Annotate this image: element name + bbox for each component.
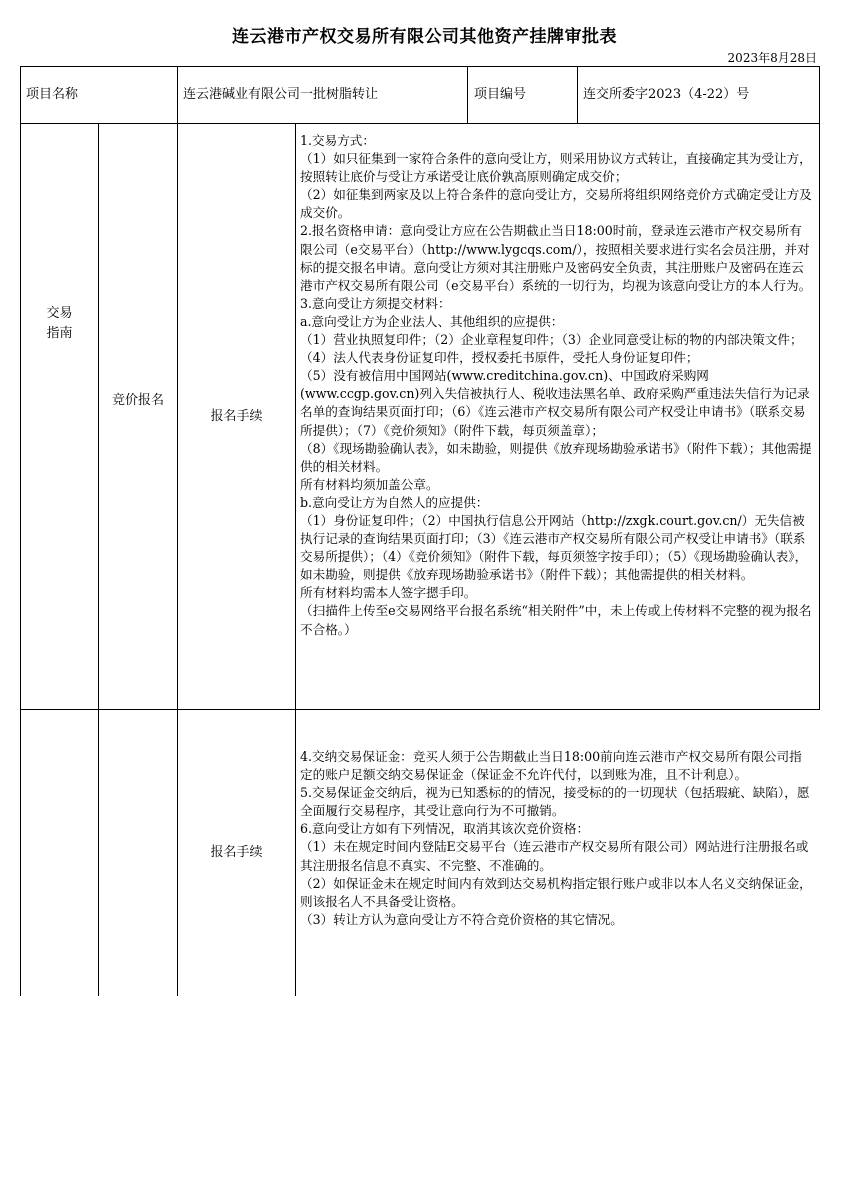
rule-line: 1.交易方式： [300,133,375,148]
approval-form-table [20,66,820,996]
rule-line: 所有材料均须加盖公章。 [300,476,439,492]
rule-line: （3）转让方认为意向受让方不符合竞价资格的其它情况。 [300,911,623,927]
rule-line: （2）如保证金未在规定时间内有效到达交易机构指定银行账户或非以本人名义交纳保证金，则该报名人不具备受让资格。 [300,875,812,909]
category-trading-guide: 交易 指南 [46,306,73,341]
rule-line: a.意向受让方为企业法人、其他组织的应提供： [300,313,564,329]
project-number-value: 连交所委字2023（4-22）号 [583,86,750,102]
rule-line: 5.交易保证金交纳后，视为已知悉标的的情况，接受标的的一切现状（包括瑕疵、缺陷），愿全面履行交易程序，其受让意向行为不可撤销。 [300,785,810,819]
item-registration-procedure-1: 报名手续 [210,409,263,424]
trading-rules-block-2 [300,748,814,929]
rule-line: （1）身份证复印件；（2）中国执行信息公开网站（http://zxgk.court.gov.cn/）无失信被执行记录的查询结果页面打印；（3）《连云港市产权交易所有限公司产权受让申请书》（联系交易所提供）；（4）《竞价须知》（附件下载，每页须签字按手印）；（5）《现场勘验确认表》，如未勘验，则提供《放弃现场勘验承诺书》（附件下载）；其他需提供的相关材料。 [300,512,808,583]
project-number-label: 项目编号 [474,86,527,102]
rule-line: 2.报名资格申请：意向受让方应在公告期截止当日18:00时前，登录连云港市产权交易所有限公司（e交易平台）（http://www.lygcqs.com/），按照相关要求进行实名会员注册，并对标的提交报名申请。意向受让方须对其注册账户及密码安全负责，其注册账户及密码在连云港市产权交易所有限公司（e交易平台）系统的一切行为，均视为该意向受让方的本人行为。 [300,223,812,293]
rule-line: （1）未在规定时间内登陆E交易平台（连云港市产权交易所有限公司）网站进行注册报名或其注册报名信息不真实、不完整、不准确的。 [300,839,809,873]
table-border-right [819,66,820,709]
rule-line: 3.意向受让方须提交材料： [300,295,451,311]
rule-line: 所有材料均需本人签字摁手印。 [300,585,477,601]
project-name-value: 连云港碱业有限公司一批树脂转让 [183,86,379,102]
table-divider-number-label [467,66,468,123]
table-divider-label [177,66,178,123]
item-registration-procedure-2: 报名手续 [210,845,263,860]
table-divider-content [295,123,296,996]
rule-line: （1）营业执照复印件；（2）企业章程复印件；（3）企业同意受让标的物的内部决策文件；（4）法人代表身份证复印件，授权委托书原件，受托人身份证复印件； [300,332,803,366]
table-divider-number-value [577,66,578,123]
rule-line: （2）如征集到两家及以上符合条件的意向受让方，交易所将组织网络竞价方式确定受让方及成交价。 [300,187,812,221]
rule-line: b.意向受让方为自然人的应提供： [300,494,489,510]
rule-line: （8）《现场勘验确认表》，如未勘验，则提供《放弃现场勘验承诺书》（附件下载）；其他需提供的相关材料。 [300,440,812,474]
rule-line: （1）如只征集到一家符合条件的意向受让方，则采用协议方式转让，直接确定其为受让方，按照转让底价与受让方承诺受让底价孰高原则确定成交价； [300,151,812,185]
project-name-label: 项目名称 [26,86,79,102]
rule-line: （5）没有被信用中国网站(www.creditchina.gov.cn)、中国政府采购网(www.ccgp.gov.cn)列入失信被执行人、税收违法黑名单、政府采购严重违法失信行为记录名单的查询结果页面打印；（6）《连云港市产权交易所有限公司产权受让申请书》（联系交易所提供）；（7）《竞价须知》（附件下载，每页须盖章）； [300,368,810,438]
table-divider-category [98,123,99,996]
rule-line: （扫描件上传至e交易网络平台报名系统“相关附件”中，未上传或上传材料不完整的视为报名不合格。） [300,603,812,637]
document-date: 2023年8月28日 [727,51,817,65]
subcategory-bidding-registration: 竞价报名 [111,393,164,408]
rule-line: 4.交纳交易保证金：竞买人须于公告期截止当日18:00前向连云港市产权交易所有限公司指定的账户足额交纳交易保证金（保证金不允许代付，以到账为准，且不计利息）。 [300,749,802,783]
table-border-left [20,66,21,996]
table-divider-section [20,709,820,710]
document-title: 连云港市产权交易所有限公司其他资产挂牌审批表 [232,27,617,47]
table-divider-header [20,123,820,124]
rule-line: 6.意向受让方如有下列情况，取消其该次竞价资格： [300,821,590,837]
trading-rules-block-1 [300,132,814,639]
